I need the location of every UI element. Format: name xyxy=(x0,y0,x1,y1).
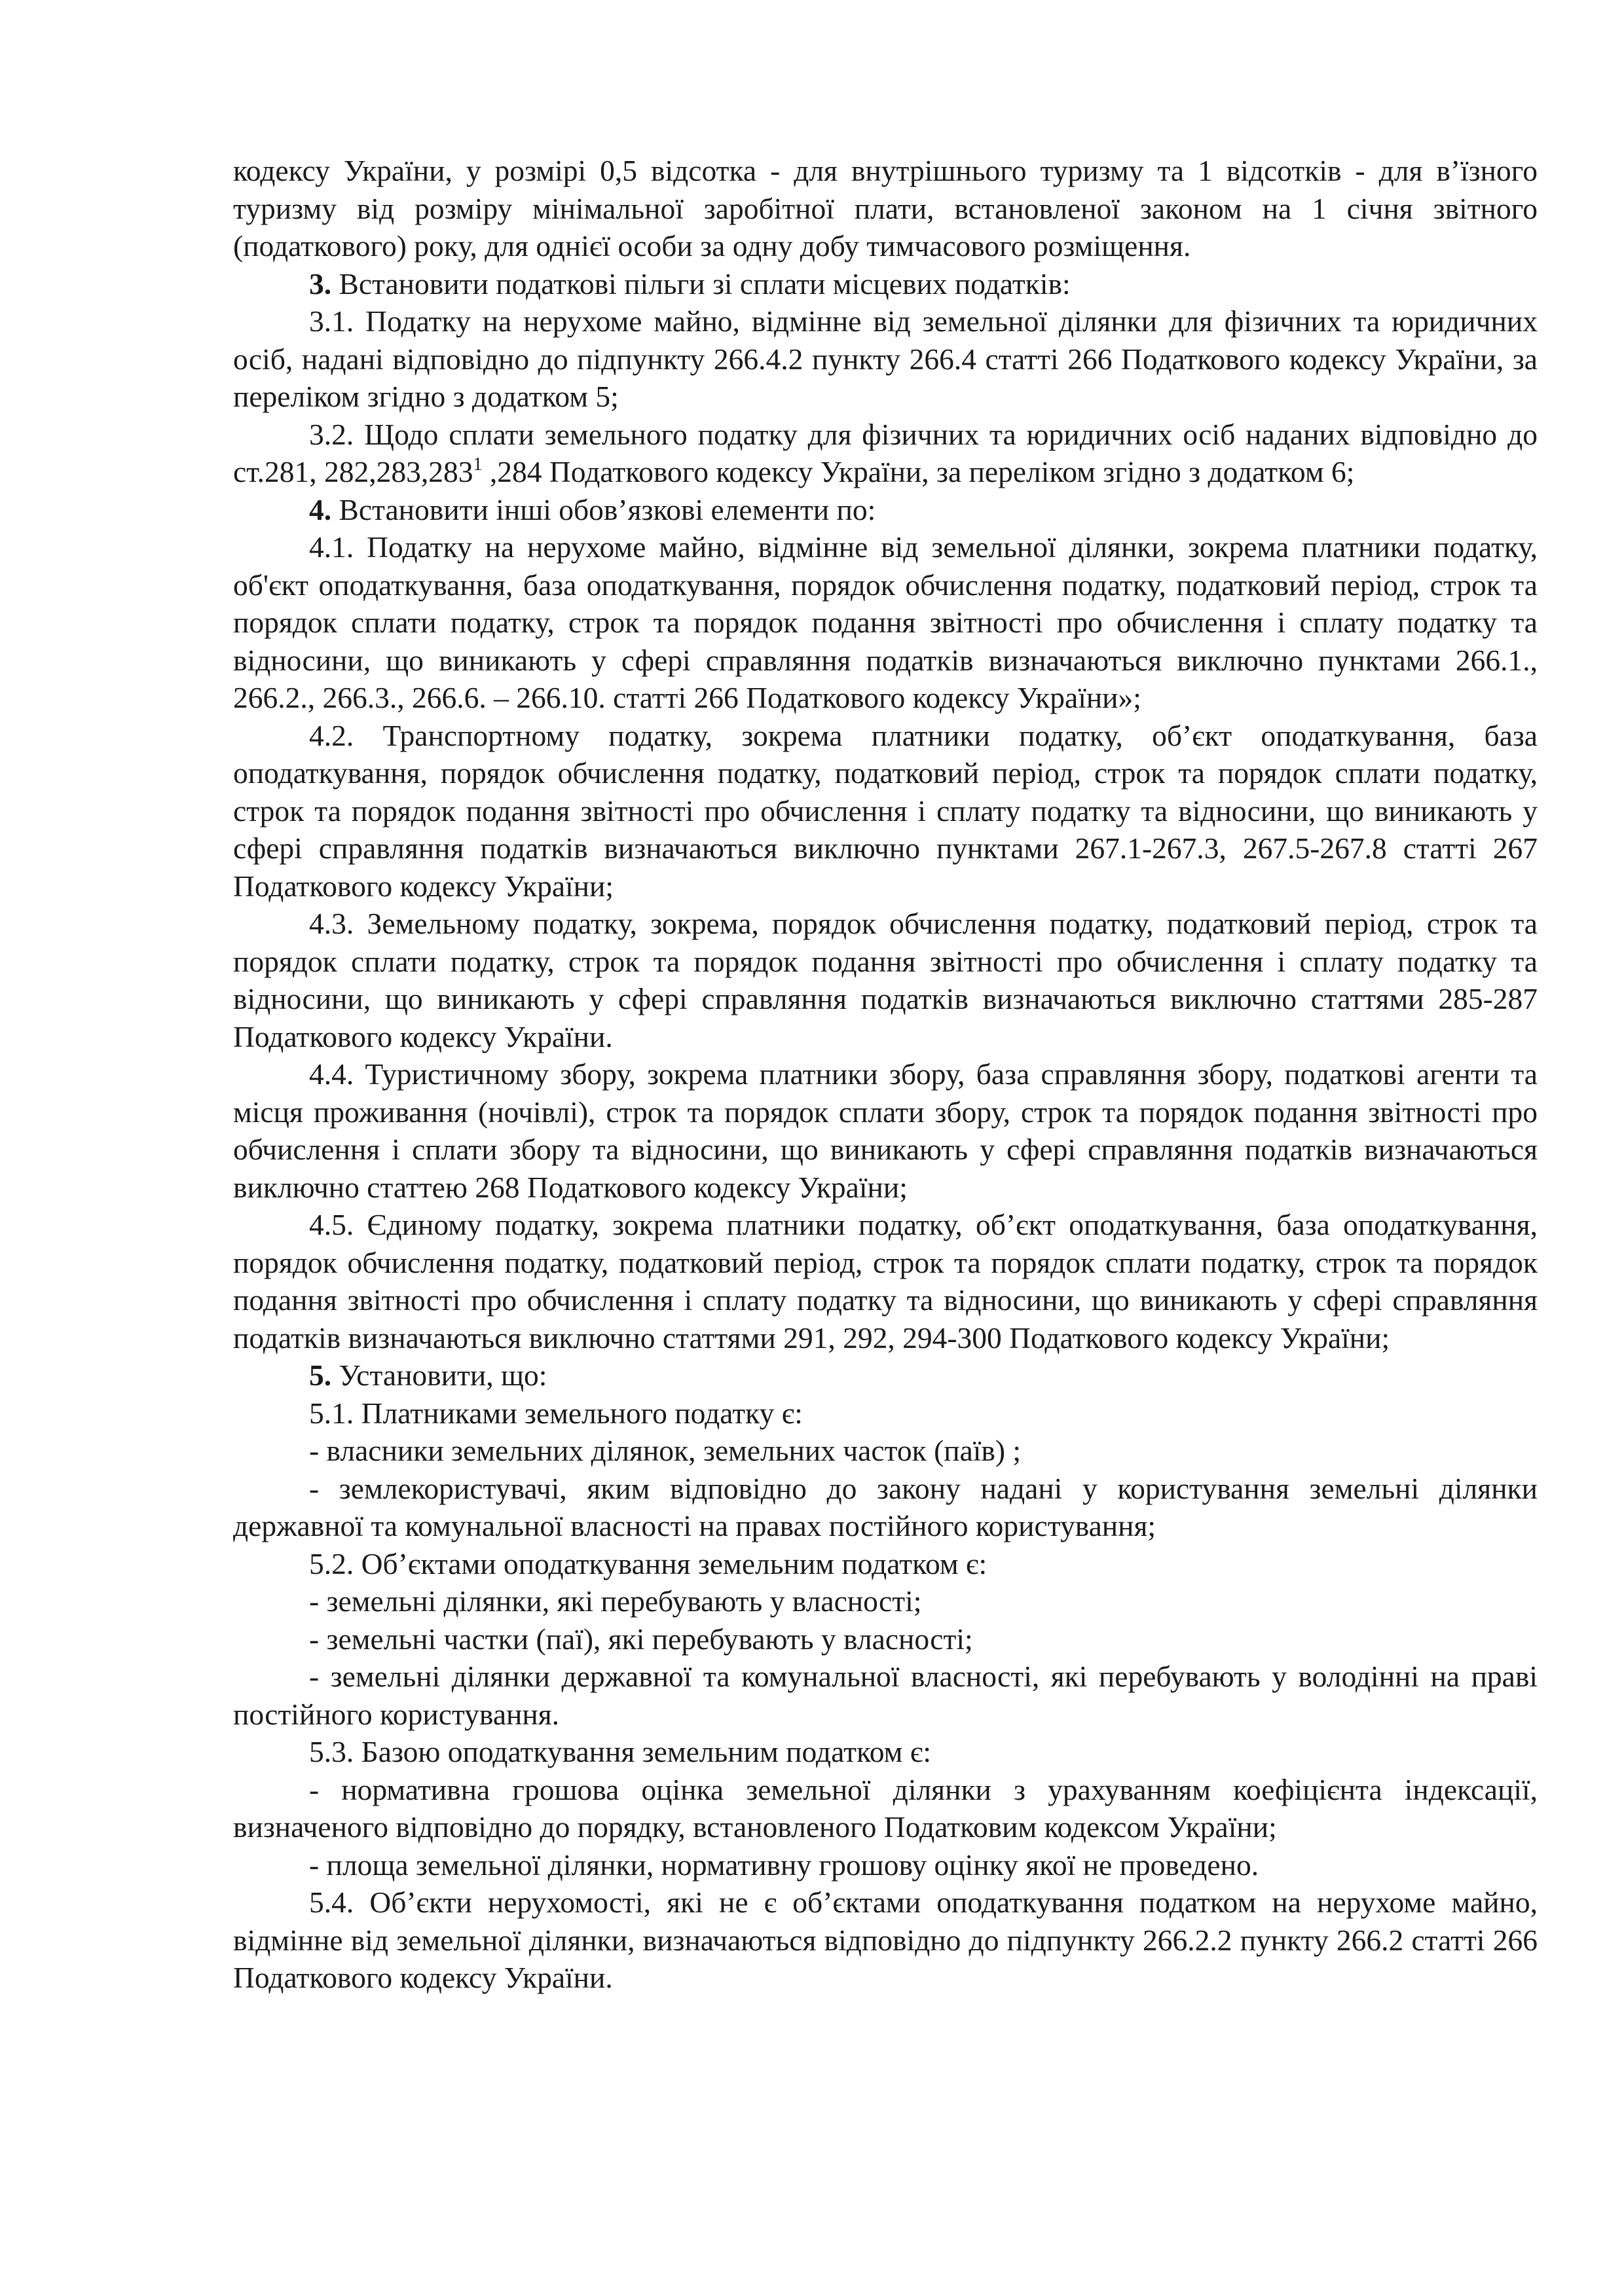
section-4-heading xyxy=(233,491,1538,529)
section-number: 3. xyxy=(309,266,332,301)
clause-5-3: 5.3. Базою оподаткування земельним податком є: xyxy=(309,1735,931,1768)
section-text: Установити, що: xyxy=(331,1358,547,1392)
clause-5-1: 5.1. Платниками земельного податку є: xyxy=(309,1396,803,1430)
list-item: - земельні ділянки державної та комунальної власності, які перебувають у володінні на праві постійного користування. xyxy=(233,1660,1538,1731)
clause-4-5: 4.5. Єдиному податку, зокрема платники податку, об’єкт оподаткування, база оподаткування, порядок обчислення податку, податковий період, строк та порядок сплати податку, строк та порядок подання звітності про обчислення і сплату податку та відносини, що виникають у сфері справляння податків визначаються виключно статтями 291, 292, 294-300 Податкового кодексу України; xyxy=(233,1208,1538,1355)
clause-3-1: 3.1. Податку на нерухоме майно, відмінне від земельної ділянки для фізичних та юридичних осіб, надані відповідно до підпункту 266.4.2 пункту 266.4 статті 266 Податкового кодексу України, за переліком згідно з додатком 5; xyxy=(233,304,1538,413)
clause-text-before: 3.2. Щодо сплати земельного податку для фізичних та юридичних осіб наданих відповідно до ст.281, 282,283,283 xyxy=(233,417,1538,488)
clause-3-2 xyxy=(233,416,1538,491)
list-item: - земельні ділянки, які перебувають у власності; xyxy=(309,1584,922,1618)
clause-4-2: 4.2. Транспортному податку, зокрема платники податку, об’єкт оподаткування, база оподаткування, порядок обчислення податку, податковий період, строк та порядок сплати податку, строк та порядок подання звітності про обчислення і сплату податку та відносини, що виникають у сфері справляння податків визначаються виключно пунктами 267.1-267.3, 267.5-267.8 статті 267 Податкового кодексу України; xyxy=(233,718,1538,903)
list-item: - землекористувачі, яким відповідно до закону надані у користування земельні ділянки державної та комунальної власності на правах постійного користування; xyxy=(233,1471,1538,1542)
list-item: - земельні частки (паї), які перебувають у власності; xyxy=(309,1622,973,1656)
section-number: 5. xyxy=(309,1358,332,1392)
clause-5-2: 5.2. Об’єктами оподаткування земельним податком є: xyxy=(309,1546,987,1580)
clause-4-4: 4.4. Туристичному збору, зокрема платники збору, база справляння збору, податкові агенти та місця проживання (ночівлі), строк та порядок сплати збору, строк та порядок подання звітності про обчислення і сплати збору та відносини, що виникають у сфері справляння податків визначаються виключно статтею 268 Податкового кодексу України; xyxy=(233,1057,1538,1204)
clause-text-after: ,284 Податкового кодексу України, за переліком згідно з додатком 6; xyxy=(482,455,1355,488)
section-number: 4. xyxy=(309,492,332,526)
list-item: - нормативна грошова оцінка земельної ділянки з урахуванням коефіцієнта індексації, визначеного відповідно до порядку, встановленого Податковим кодексом України; xyxy=(233,1772,1538,1844)
section-text: Встановити інші обов’язкові елементи по: xyxy=(331,492,876,526)
section-text: Встановити податкові пільги зі сплати місцевих податків: xyxy=(331,266,1071,301)
superscript: 1 xyxy=(473,454,483,475)
paragraph-continuation: кодексу України, у розмірі 0,5 відсотка - для внутрішнього туризму та 1 відсотків - для в’їзного туризму від розміру мінімальної заробітної плати, встановленої законом на 1 січня звітного (податкового) року, для однієї особи за одну добу тимчасового розміщення. xyxy=(233,154,1538,263)
clause-4-1: 4.1. Податку на нерухоме майно, відмінне від земельної ділянки, зокрема платники податку, об'єкт оподаткування, база оподаткування, порядок обчислення податку, податковий період, строк та порядок сплати податку, строк та порядок подання звітності про обчислення і сплату податку та відносини, що виникають у сфері справляння податків визначаються виключно пунктами 266.1., 266.2., 266.3., 266.6. – 266.10. статті 266 Податкового кодексу України»; xyxy=(233,530,1538,714)
section-5-heading xyxy=(233,1357,1538,1394)
clause-5-4: 5.4. Об’єкти нерухомості, які не є об’єктами оподаткування податком на нерухоме майно, відмінне від земельної ділянки, визначаються відповідно до підпункту 266.2.2 пункту 266.2 статті 266 Податкового кодексу України. xyxy=(233,1886,1538,1994)
list-item: - власники земельних ділянок, земельних часток (паїв) ; xyxy=(309,1434,1022,1467)
document-page xyxy=(233,152,1538,1997)
list-item: - площа земельної ділянки, нормативну грошову оцінку якої не проведено. xyxy=(309,1848,1259,1882)
clause-4-3: 4.3. Земельному податку, зокрема, порядок обчислення податку, податковий період, строк та порядок сплати податку, строк та порядок подання звітності про обчислення і сплату податку та відносини, що виникають у сфері справляння податків визначаються виключно статтями 285-287 Податкового кодексу України. xyxy=(233,907,1538,1053)
section-3-heading xyxy=(233,265,1538,303)
